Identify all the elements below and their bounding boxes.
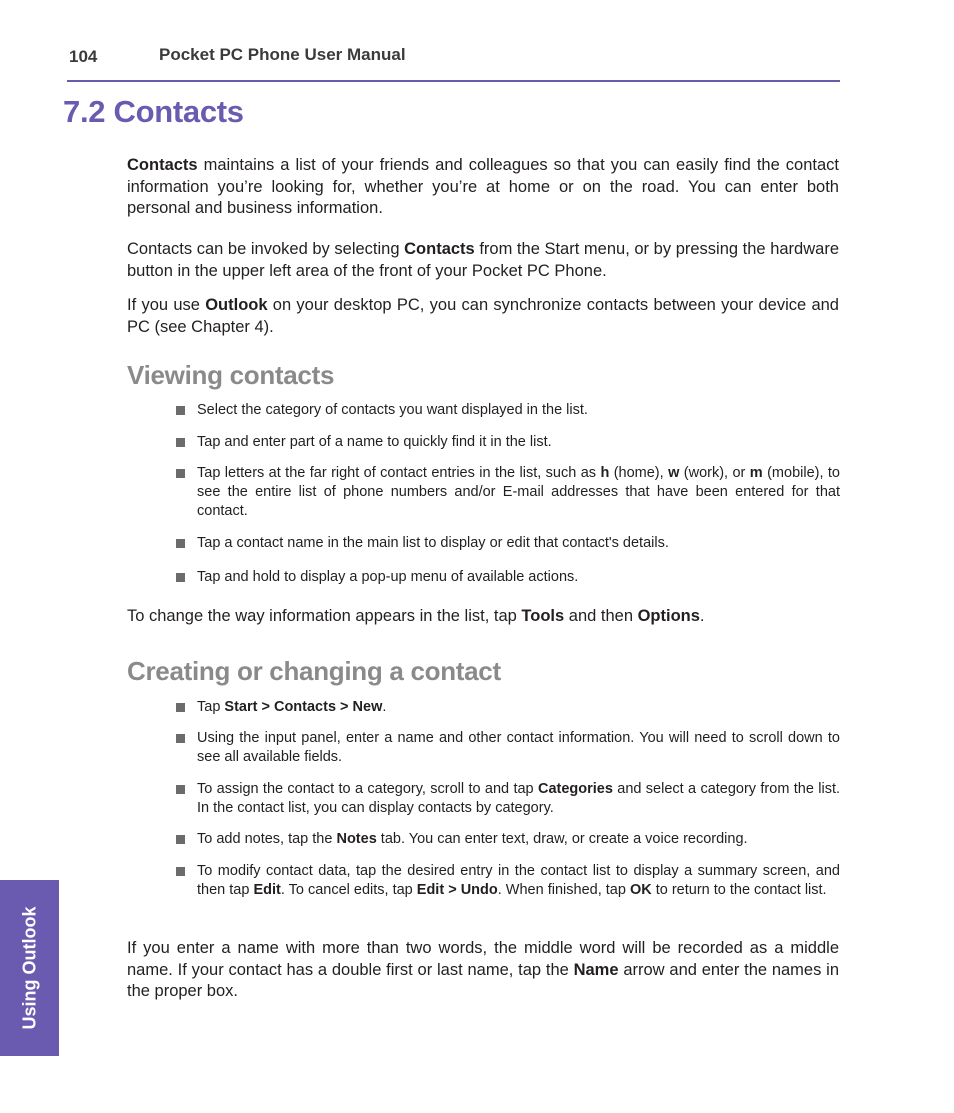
section-title-viewing: Viewing contacts [127, 360, 335, 390]
square-bullet-icon [176, 867, 185, 876]
list-item: To add notes, tap the Notes tab. You can enter text, draw, or create a voice recording. [176, 830, 840, 849]
list-item: To assign the contact to a category, scroll to and tap Categories and select a category from the list. In the contact list, you can display contacts by category. [176, 780, 840, 818]
list-item: To modify contact data, tap the desired entry in the contact list to display a summary screen, and then tap Edit. To cancel edits, tap Edit > Undo. When finished, tap OK to return to the contact list. [176, 862, 840, 900]
square-bullet-icon [176, 539, 185, 548]
list-item: Tap and enter part of a name to quickly find it in the list. [176, 433, 840, 452]
viewing-footer-paragraph: To change the way information appears in the list, tap Tools and then Options. [127, 607, 705, 625]
intro-paragraph-2: Contacts can be invoked by selecting Contacts from the Start menu, or by pressing the hardware button in the upper left area of the front of your Pocket PC Phone. [127, 240, 839, 280]
list-item: Select the category of contacts you want displayed in the list. [176, 401, 840, 420]
page-header [67, 44, 840, 82]
list-item: Tap a contact name in the main list to display or edit that contact's details. [176, 534, 840, 553]
bold-term: Outlook [205, 296, 268, 314]
intro-paragraph-3: If you use Outlook on your desktop PC, you can synchronize contacts between your device and PC (see Chapter 4). [127, 296, 839, 336]
section-title-creating: Creating or changing a contact [127, 656, 501, 686]
square-bullet-icon [176, 438, 185, 447]
square-bullet-icon [176, 406, 185, 415]
square-bullet-icon [176, 703, 185, 712]
intro-paragraph-1: Contacts maintains a list of your friends and colleagues so that you can easily find the contact information you’re looking for, whether you’re at home or on the road. You can enter both personal and business information. [127, 156, 839, 217]
square-bullet-icon [176, 734, 185, 743]
bold-term: Contacts [404, 240, 475, 258]
page-number: 104 [69, 47, 98, 66]
list-item: Using the input panel, enter a name and other contact information. You will need to scroll down to see all available fields. [176, 729, 840, 767]
chapter-title: 7.2 Contacts [63, 94, 244, 129]
square-bullet-icon [176, 785, 185, 794]
chapter-side-tab-label: Using Outlook [19, 906, 39, 1030]
manual-title: Pocket PC Phone User Manual [159, 45, 406, 64]
square-bullet-icon [176, 573, 185, 582]
creating-footer-paragraph: If you enter a name with more than two words, the middle word will be recorded as a middle name. If your contact has a double first or last name, tap the Name arrow and enter the names in the proper box. [127, 939, 839, 1000]
square-bullet-icon [176, 835, 185, 844]
list-item: Tap letters at the far right of contact entries in the list, such as h (home), w (work), or m (mobile), to see the entire list of phone numbers and/or E-mail addresses that have been entered for that contact. [176, 464, 840, 521]
list-item: Tap Start > Contacts > New. [176, 698, 840, 717]
list-item: Tap and hold to display a pop-up menu of available actions. [176, 568, 840, 587]
square-bullet-icon [176, 469, 185, 478]
bold-term: Contacts [127, 156, 198, 174]
